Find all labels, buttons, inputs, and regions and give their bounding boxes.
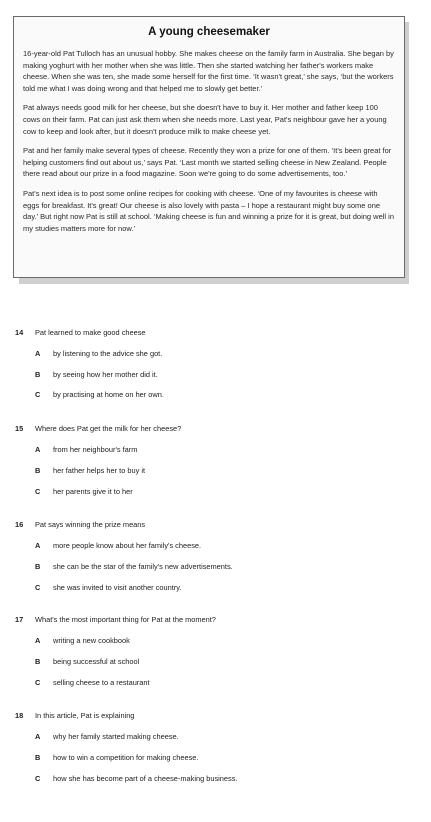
- option-letter: C: [35, 774, 41, 783]
- option-letter: C: [35, 487, 41, 496]
- option-text: by practising at home on her own.: [53, 390, 164, 399]
- option-text: she can be the star of the family's new advertisements.: [53, 562, 233, 571]
- passage-paragraph-1: 16-year-old Pat Tulloch has an unusual hobby. She makes cheese on the family farm in Australia. She began by making yoghurt with her mother when she was little. Then she started watching her father's workers make cheese. When she was ten, she made some herself for the first time. ‘It wasn't great,’ she says, ‘but the workers told me what I was doing wrong and that helped me to slowly get better.’: [23, 49, 394, 93]
- option-letter: B: [35, 562, 41, 571]
- question-text: Where does Pat get the milk for her cheese?: [35, 424, 182, 433]
- option-letter: C: [35, 583, 41, 592]
- question-number: 15: [15, 424, 24, 433]
- option-text: her parents give it to her: [53, 487, 133, 496]
- passage-paragraph-2: Pat always needs good milk for her cheese, but she doesn't have to buy it. Her mother and father keep 100 cows on their farm. Pat can just ask them when she needs more. Last year, Pat's neighbour gave her a young cow to keep and look after, but it doesn't produce milk to make cheese yet.: [23, 103, 387, 136]
- question-number: 17: [15, 615, 24, 624]
- question-text: Pat says winning the prize means: [35, 520, 146, 529]
- passage-shadow-right: [405, 22, 409, 284]
- option-text: she was invited to visit another country.: [53, 583, 182, 592]
- option-text: how to win a competition for making cheese.: [53, 753, 199, 762]
- option-text: from her neighbour's farm: [53, 445, 138, 454]
- option-letter: A: [35, 732, 41, 741]
- option-letter: B: [35, 466, 41, 475]
- option-text: by listening to the advice she got.: [53, 349, 163, 358]
- option-text: how she has become part of a cheese-making business.: [53, 774, 238, 783]
- question-number: 14: [15, 328, 24, 337]
- option-letter: A: [35, 636, 41, 645]
- option-text: writing a new cookbook: [53, 636, 130, 645]
- option-letter: C: [35, 390, 41, 399]
- option-text: being successful at school: [53, 657, 140, 666]
- passage-paragraph-3: Pat and her family make several types of cheese. Recently they won a prize for one of them. ‘It's been great for helping customers find out about us,’ says Pat. ‘Last month we started selling cheese in New Zealand. People there read about our prize in a food magazine. Soon we're going to do some advertisements, too.’: [23, 146, 392, 179]
- option-letter: B: [35, 753, 41, 762]
- passage-title: A young cheesemaker: [148, 26, 270, 38]
- option-text: by seeing how her mother did it.: [53, 370, 158, 379]
- option-text: more people know about her family's cheese.: [53, 541, 202, 550]
- question-number: 16: [15, 520, 24, 529]
- option-letter: A: [35, 349, 41, 358]
- passage-paragraph-4: Pat's next idea is to post some online recipes for cooking with cheese. ‘One of my favourites is cheese with eggs for breakfast. It's great! Our cheese is also lovely with pasta – I hope a restaurant might buy some one day.’ But right now Pat is still at school. ‘Making cheese is fun and winning a prize for it is great, but doing well in my studies matters more for now.’: [23, 188, 395, 233]
- option-letter: B: [35, 370, 41, 379]
- option-letter: A: [35, 445, 41, 454]
- passage-shadow-bottom: [19, 278, 409, 284]
- option-letter: B: [35, 657, 41, 666]
- question-text: In this article, Pat is explaining: [35, 711, 135, 720]
- option-letter: A: [35, 541, 41, 550]
- question-text: Pat learned to make good cheese: [35, 328, 146, 337]
- option-text: why her family started making cheese.: [53, 732, 179, 741]
- reading-passage: [13, 16, 405, 278]
- option-text: selling cheese to a restaurant: [53, 678, 150, 687]
- option-letter: C: [35, 678, 41, 687]
- option-text: her father helps her to buy it: [53, 466, 146, 475]
- question-text: What's the most important thing for Pat at the moment?: [35, 615, 216, 624]
- question-number: 18: [15, 711, 24, 720]
